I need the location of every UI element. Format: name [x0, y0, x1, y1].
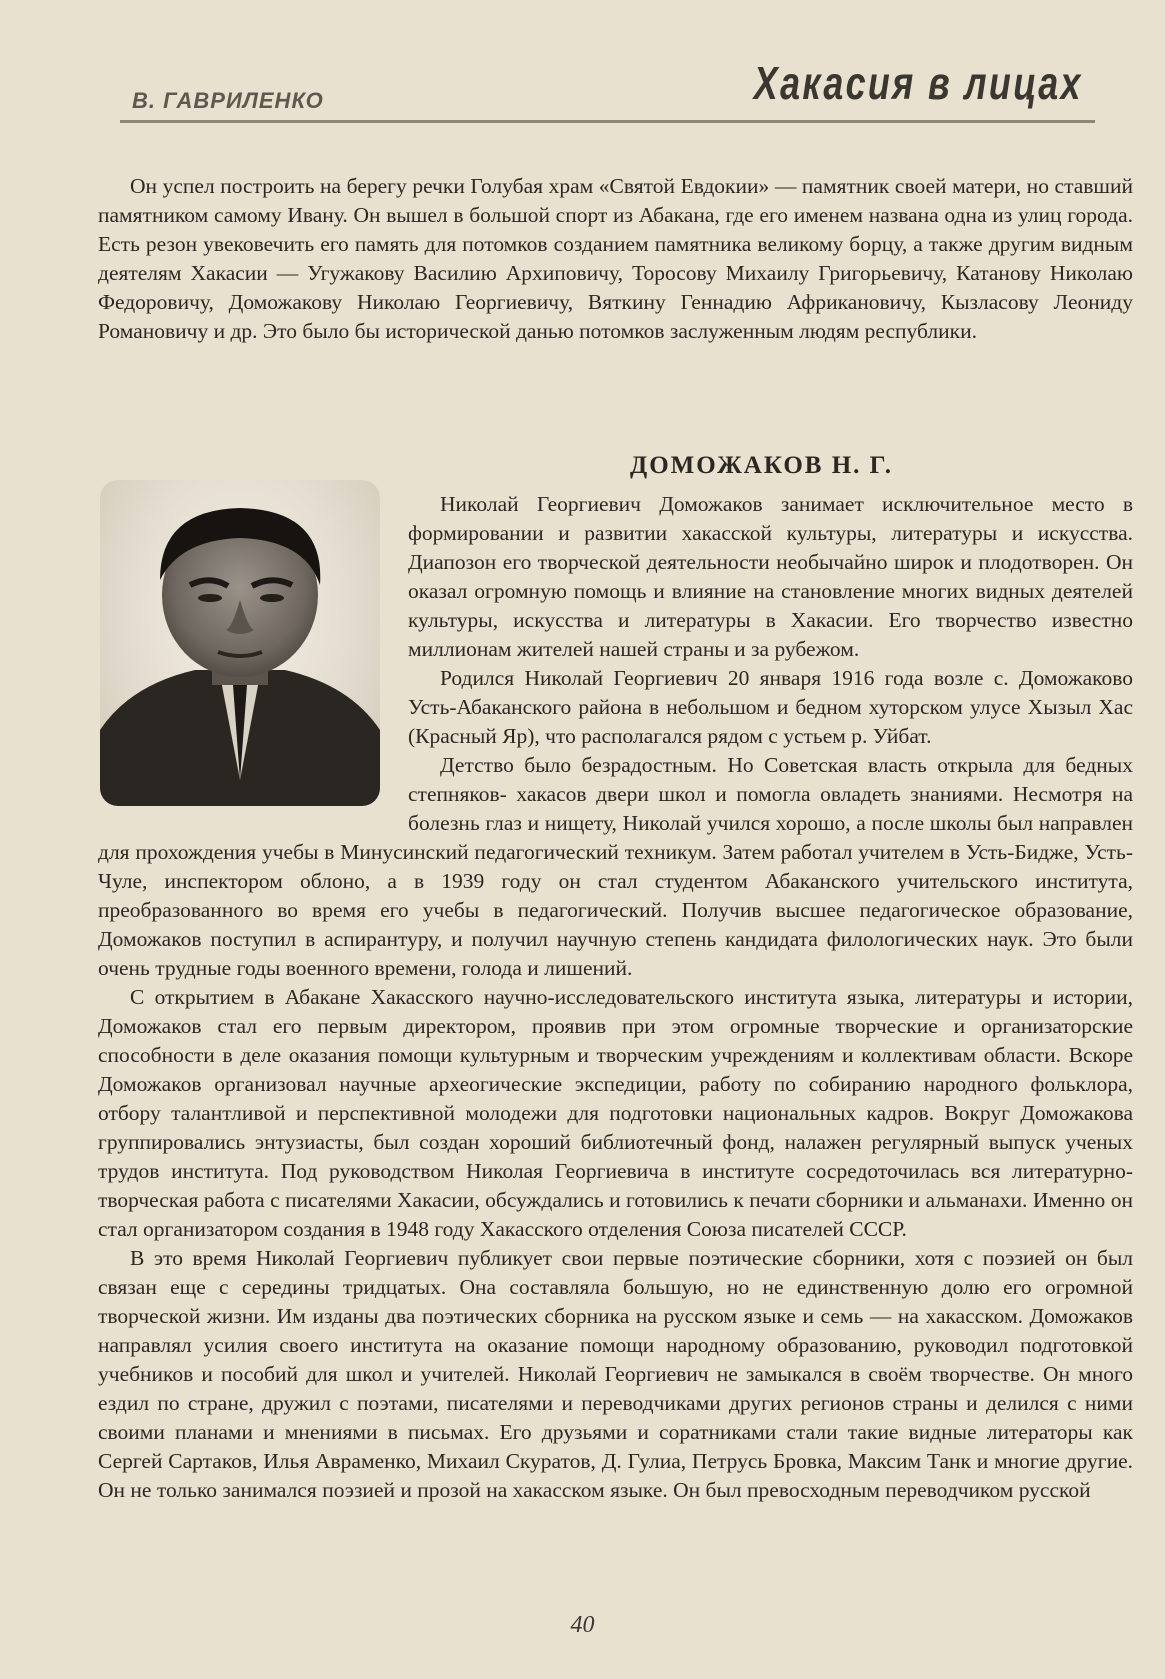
- portrait-spacer: [98, 490, 408, 820]
- section-title: ДОМОЖАКОВ Н. Г.: [630, 452, 893, 479]
- running-header: [120, 40, 1095, 122]
- paragraph-2: Родился Николай Георгиевич 20 января 1916 года возле с. Доможаково Усть-Абаканского района в небольшом и бедном хуторском улусе Хызыл Хас (Красный Яр), что располагался рядом с устьем р. Уйбат.: [408, 666, 1133, 748]
- header-rule: [120, 120, 1095, 123]
- header-author: В. ГАВРИЛЕНКО: [132, 88, 324, 113]
- paragraph-4: С открытием в Абакане Хакасского научно-исследовательского института языка, литературы и истории, Доможаков стал его первым директором, проявив при этом огромные творческие и организаторские способности в деле оказания помощи культурным и творческим учреждениям и коллективам области. Вскоре Доможаков организовал научные археогические экспедиции, работу по собиранию народного фольклора, отбору талантливой и перспективной молодежи для подготовки национальных кадров. Вокруг Доможакова группировались энтузиасты, был создан хороший библиотечный фонд, налажен регулярный выпуск ученых трудов института. Под руководством Николая Георгиевича в институте сосредоточилась вся литературно-творческая работа с писателями Хакасии, обсуждались и готовились к печати сборники и альманахи. Именно он стал организатором создания в 1948 году Хакасского отделения Союза писателей СССР.: [98, 985, 1133, 1241]
- header-title: Хакасия в лицах: [753, 57, 1083, 109]
- intro-paragraph: [98, 172, 1133, 346]
- paragraph-1: Николай Георгиевич Доможаков занимает исключительное место в формировании и развитии хакасской культуры, литературы и искусства. Диапозон его творческой деятельности необычайно широк и плодотворен. Он оказал огромную помощь и влияние на становление многих видных деятелей культуры, искусства и литературы в Хакасии. Его творчество известно миллионам жителей нашей страны и за рубежом.: [408, 492, 1133, 661]
- paragraph-5: В это время Николай Георгиевич публикует свои первые поэтические сборники, хотя с поэзией он был связан еще с середины тридцатых. Она составляла большую, но не единственную долю его огромной творческой жизни. Им изданы два поэтических сборника на русском языке и семь — на хакасском. Доможаков направлял усилия своего института на оказание помощи народному образованию, руководил подготовкой учебников и пособий для школ и учителей. Николай Георгиевич не замыкался в своём творчестве. Он много ездил по стране, дружил с поэтами, писателями и переводчиками других регионов страны и делился с ними своими планами и мнениями в письмах. Его друзьями и соратниками стали такие видные литераторы как Сергей Сартаков, Илья Авраменко, Михаил Скуратов, Д. Гулиа, Петрусь Бровка, Максим Танк и многие другие. Он не только занимался поэзией и прозой на хакасском языке. Он был превосходным переводчиком русской: [98, 1246, 1133, 1502]
- paragraph-3: Детство было безрадостным. Но Советская власть открыла для бедных степняков- хакасов двери школ и помогла овладеть знаниями. Несмотря на болезнь глаз и нищету, Николай учился хорошо, а после школы был направлен для прохождения учебы в Минусинский педагогический техникум. Затем работал учителем в Усть-Бидже, Усть-Чуле, инспектором облоно, а в 1939 году он стал студентом Абаканского учительского института, преобразованного во время его учебы в педагогический. Получив высшее педагогическое образование, Доможаков поступил в аспирантуру, и получил научную степень кандидата филологических наук. Это были очень трудные годы военного времени, голода и лишений.: [98, 753, 1133, 980]
- intro-text: Он успел построить на берегу речки Голубая храм «Святой Евдокии» — памятник своей матери, но ставший памятником самому Ивану. Он вышел в большой спорт из Абакана, где его именем названа одна из улиц города. Есть резон увековечить его память для потомков созданием памятника великому борцу, а также другим видным деятелям Хакасии — Угужакову Василию Архиповичу, Торосову Михаилу Григорьевичу, Катанову Николаю Федоровичу, Доможакову Николаю Георгиевичу, Вяткину Геннадию Африкановичу, Кызласову Леониду Романовичу и др. Это было бы исторической данью потомков заслуженным людям республики.: [98, 174, 1133, 343]
- page-number: 40: [570, 1612, 595, 1638]
- article-body: [98, 490, 1133, 1505]
